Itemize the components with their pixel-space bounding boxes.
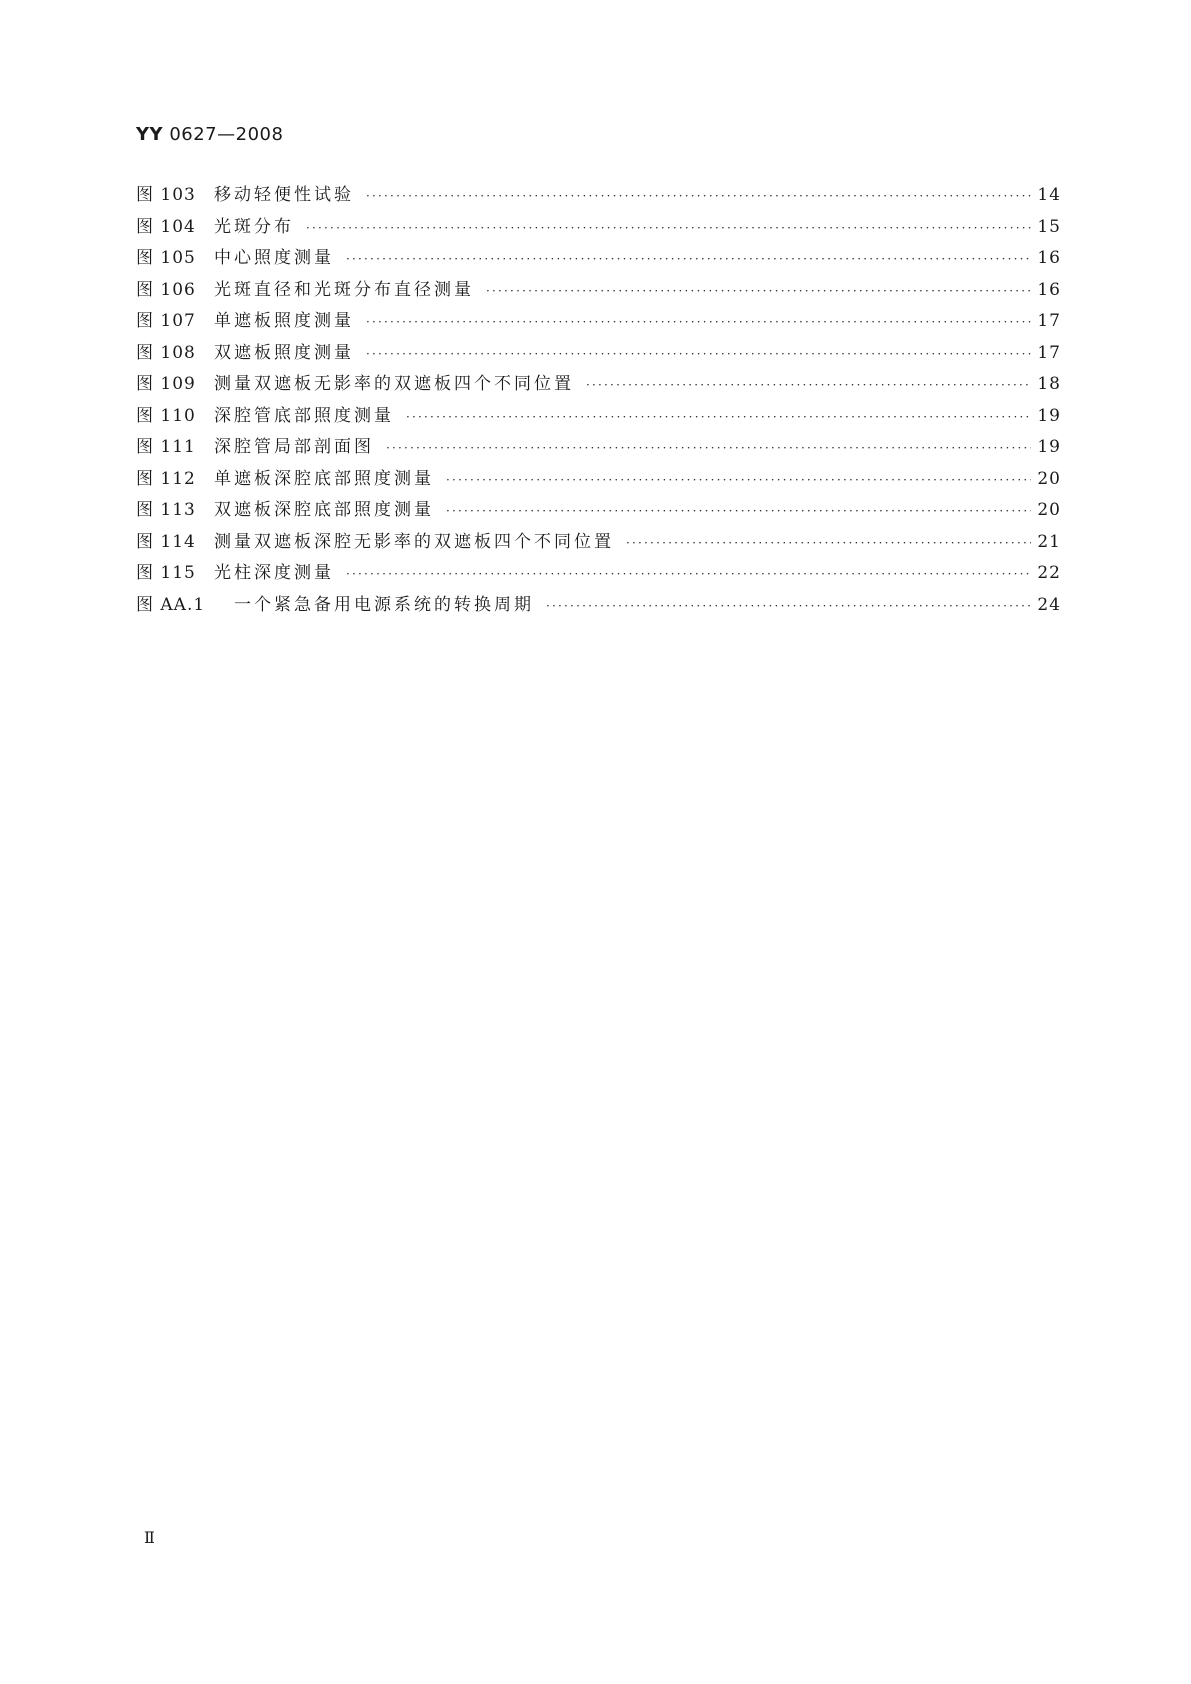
dot-leader bbox=[366, 315, 1031, 329]
page-number: 16 bbox=[1037, 248, 1061, 268]
toc-entry[interactable] bbox=[136, 369, 1061, 401]
toc-entry[interactable] bbox=[136, 275, 1061, 307]
page-number: 14 bbox=[1037, 185, 1061, 205]
footer-page-number: Ⅱ bbox=[144, 1528, 155, 1547]
figure-id: 图 115 bbox=[136, 563, 196, 583]
figure-id: 图 112 bbox=[136, 468, 196, 489]
figure-list bbox=[136, 180, 1061, 621]
page-number: 20 bbox=[1037, 500, 1061, 520]
dot-leader bbox=[386, 441, 1031, 455]
standard-number: 0627—2008 bbox=[169, 124, 284, 145]
page-number: 21 bbox=[1037, 531, 1061, 552]
dot-leader bbox=[346, 567, 1031, 581]
figure-title: 单遮板深腔底部照度测量 bbox=[214, 468, 434, 489]
page-number: 22 bbox=[1037, 563, 1061, 583]
dot-leader bbox=[586, 378, 1031, 392]
figure-id: 图 108 bbox=[136, 342, 196, 363]
toc-entry[interactable] bbox=[136, 464, 1061, 496]
document-header bbox=[136, 124, 283, 145]
dot-leader bbox=[366, 189, 1031, 203]
toc-entry[interactable] bbox=[136, 558, 1061, 590]
toc-entry[interactable] bbox=[136, 243, 1061, 275]
page-number: 16 bbox=[1037, 279, 1061, 300]
figure-title: 光斑分布 bbox=[214, 216, 294, 237]
figure-title: 中心照度测量 bbox=[214, 248, 334, 268]
figure-title: 测量双遮板深腔无影率的双遮板四个不同位置 bbox=[214, 531, 614, 552]
toc-entry[interactable] bbox=[136, 432, 1061, 464]
figure-id: 图 AA.1 bbox=[136, 594, 206, 615]
page-number: 18 bbox=[1037, 374, 1061, 394]
dot-leader bbox=[446, 504, 1031, 518]
toc-entry[interactable] bbox=[136, 180, 1061, 212]
dot-leader bbox=[446, 473, 1031, 487]
toc-entry[interactable] bbox=[136, 212, 1061, 244]
toc-entry[interactable] bbox=[136, 306, 1061, 338]
page-number: 19 bbox=[1037, 437, 1061, 457]
figure-title: 深腔管底部照度测量 bbox=[214, 405, 394, 426]
figure-id: 图 109 bbox=[136, 374, 196, 394]
toc-entry[interactable] bbox=[136, 590, 1061, 622]
figure-id: 图 113 bbox=[136, 500, 196, 520]
toc-entry[interactable] bbox=[136, 338, 1061, 370]
toc-entry[interactable] bbox=[136, 495, 1061, 527]
toc-entry[interactable] bbox=[136, 527, 1061, 559]
dot-leader bbox=[346, 252, 1031, 266]
figure-title: 测量双遮板无影率的双遮板四个不同位置 bbox=[214, 374, 574, 394]
page-number: 19 bbox=[1037, 405, 1061, 426]
figure-title: 单遮板照度测量 bbox=[214, 311, 354, 331]
figure-title: 一个紧急备用电源系统的转换周期 bbox=[234, 594, 534, 615]
standard-prefix: YY bbox=[136, 124, 164, 145]
figure-id: 图 104 bbox=[136, 216, 196, 237]
page-number: 17 bbox=[1037, 342, 1061, 363]
figure-id: 图 111 bbox=[136, 437, 196, 457]
figure-id: 图 107 bbox=[136, 311, 196, 331]
dot-leader bbox=[366, 347, 1031, 361]
page-number: 24 bbox=[1037, 594, 1061, 615]
page-number: 17 bbox=[1037, 311, 1061, 331]
figure-title: 双遮板深腔底部照度测量 bbox=[214, 500, 434, 520]
page-number: 20 bbox=[1037, 468, 1061, 489]
figure-id: 图 110 bbox=[136, 405, 196, 426]
figure-title: 双遮板照度测量 bbox=[214, 342, 354, 363]
toc-entry[interactable] bbox=[136, 401, 1061, 433]
figure-id: 图 114 bbox=[136, 531, 196, 552]
dot-leader bbox=[486, 284, 1031, 298]
figure-title: 移动轻便性试验 bbox=[214, 185, 354, 205]
dot-leader bbox=[546, 599, 1031, 613]
dot-leader bbox=[626, 536, 1031, 550]
figure-title: 光斑直径和光斑分布直径测量 bbox=[214, 279, 474, 300]
figure-title: 光柱深度测量 bbox=[214, 563, 334, 583]
figure-id: 图 106 bbox=[136, 279, 196, 300]
dot-leader bbox=[306, 221, 1031, 235]
figure-title: 深腔管局部剖面图 bbox=[214, 437, 374, 457]
figure-id: 图 105 bbox=[136, 248, 196, 268]
figure-id: 图 103 bbox=[136, 185, 196, 205]
page-number: 15 bbox=[1037, 216, 1061, 237]
dot-leader bbox=[406, 410, 1031, 424]
